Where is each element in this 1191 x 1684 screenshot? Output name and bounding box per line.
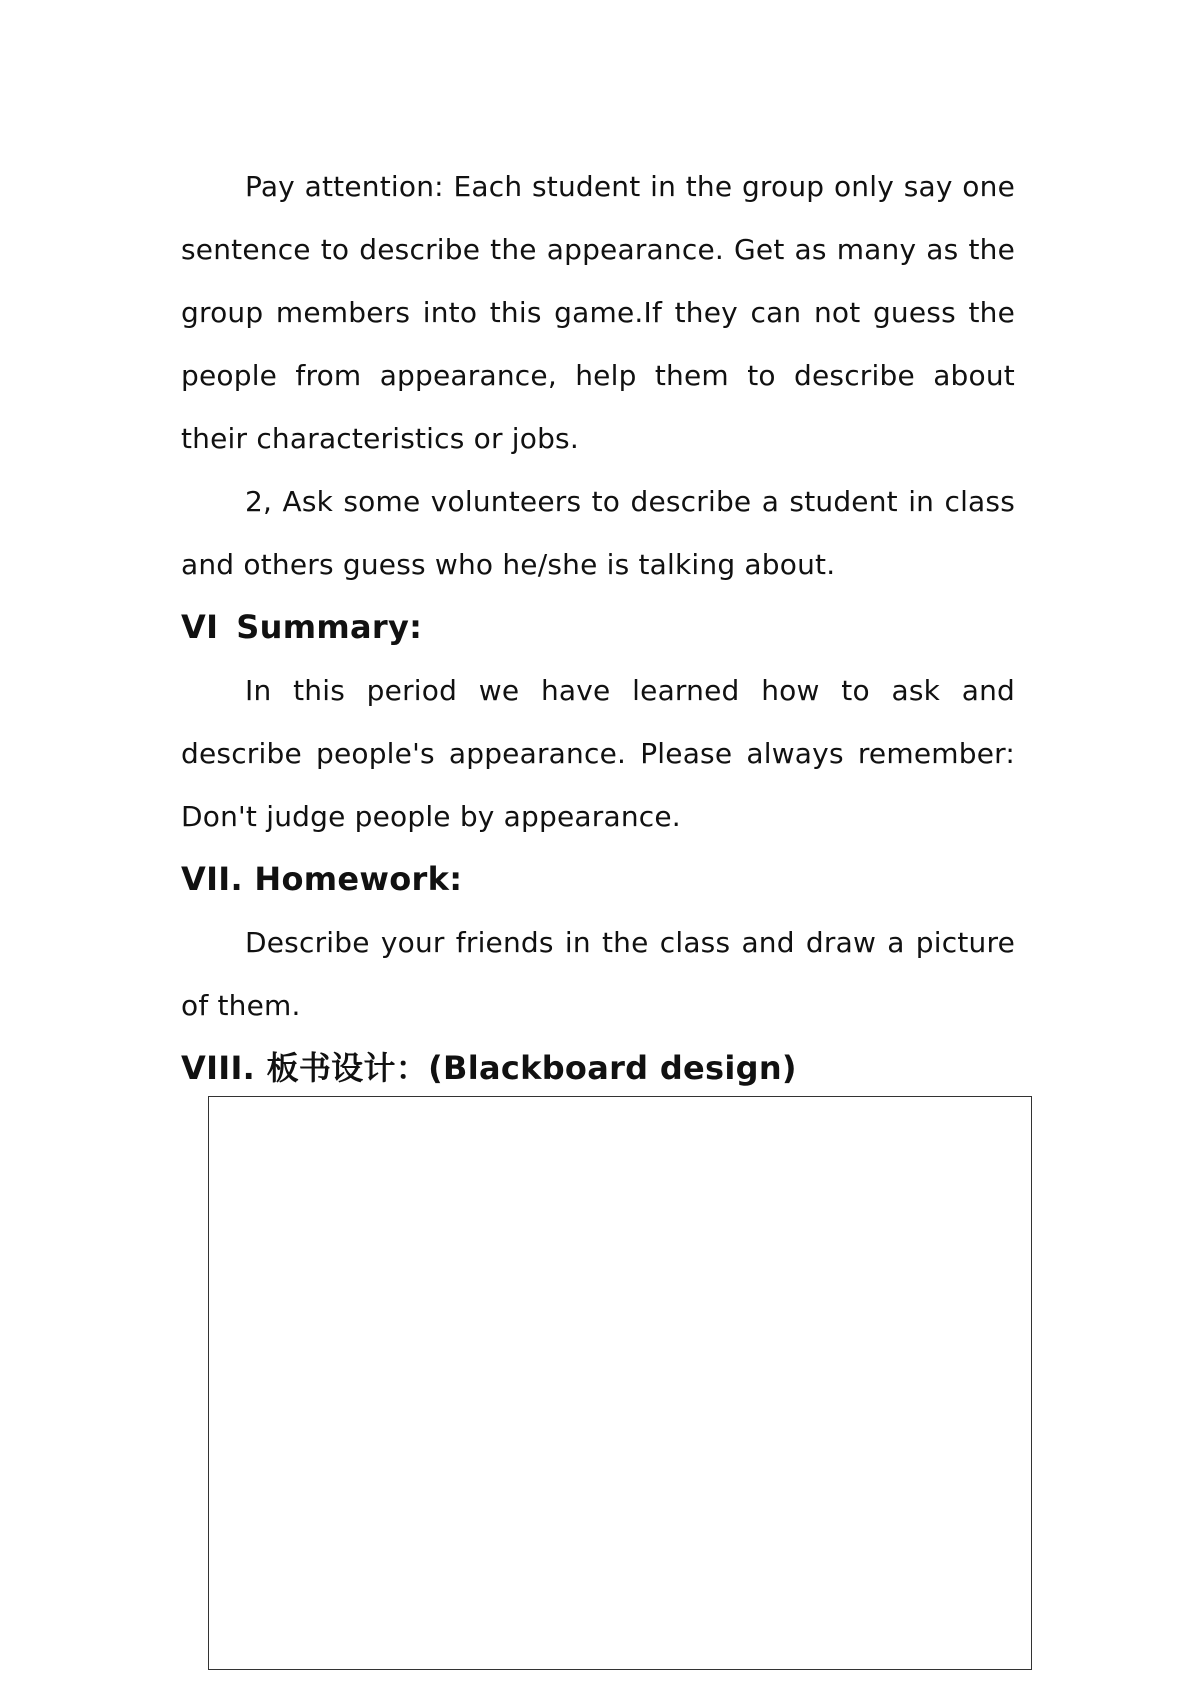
document-page [181, 155, 1015, 1100]
step-2-paragraph: 2, Ask some volunteers to describe a student in class and others guess who he/she is talking about. [181, 485, 1015, 581]
summary-heading [181, 596, 1015, 659]
summary-numeral: VI [181, 608, 219, 646]
homework-paragraph: Describe your friends in the class and draw a picture of them. [181, 926, 1015, 1022]
blackboard-design-heading: VIII. 板书设计：(Blackboard design) [181, 1049, 797, 1087]
summary-title: Summary: [236, 608, 423, 646]
blackboard-design-box [208, 1096, 1032, 1670]
homework-heading: VII. Homework: [181, 860, 463, 898]
pay-attention-paragraph: Pay attention: Each student in the group only say one sentence to describe the appearance. Get as many as the group members into this game.If they can not guess the people from appearance, help them to describe about their characteristics or jobs. [181, 170, 1015, 455]
summary-paragraph: In this period we have learned how to ask and describe people's appearance. Please always remember: Don't judge people by appearance. [181, 674, 1015, 833]
